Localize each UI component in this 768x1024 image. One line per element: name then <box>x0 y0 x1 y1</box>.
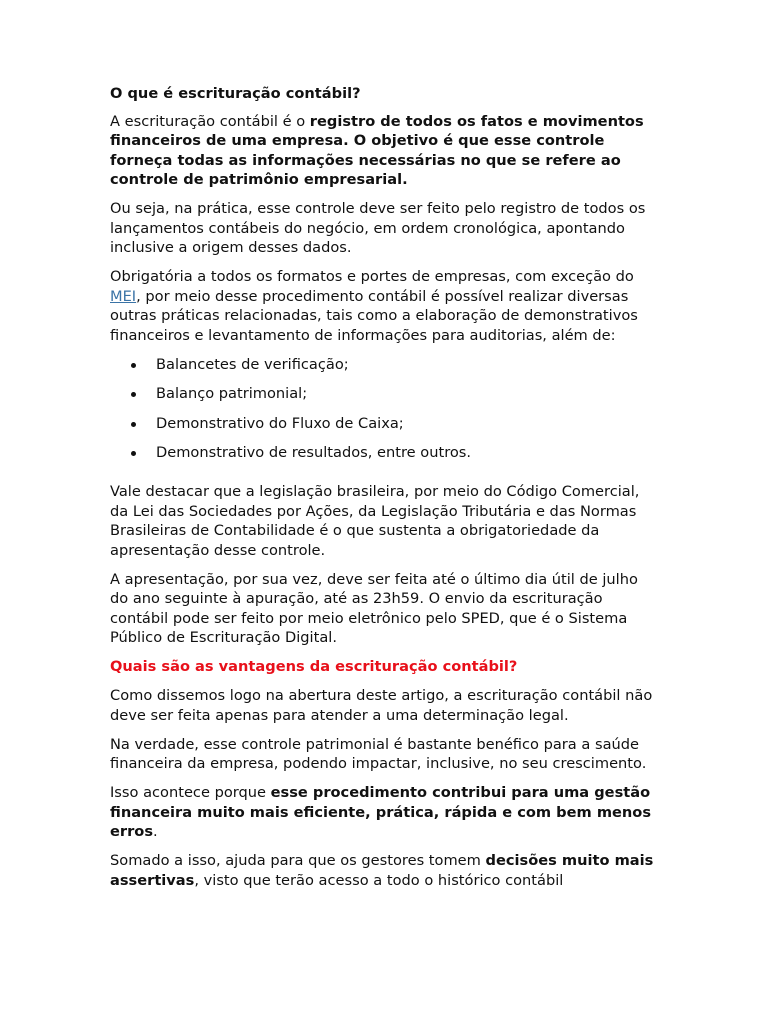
list-item <box>110 443 660 473</box>
paragraph-text: , visto que terão acesso a todo o histórico contábil <box>194 871 564 889</box>
list-item-text: Demonstrativo do Fluxo de Caixa; <box>156 414 404 432</box>
paragraph-deadline: A apresentação, por sua vez, deve ser feita até o último dia útil de julho do ano seguinte à apuração, até as 23h59. O envio da escrituração contábil pode ser feito por meio eletrônico pelo SPED, que é o Sistema Público de Escrituração Digital. <box>110 570 638 646</box>
bullet-icon <box>131 392 136 397</box>
list-item <box>110 414 660 444</box>
document-page <box>110 84 660 900</box>
list-item-text: Balancetes de verificação; <box>156 355 349 373</box>
paragraph-bold-text: registro de todos os fatos e movimentos financeiros de uma empresa. O objetivo é que esse controle forneça todas as informações necessárias no que se refere ao controle de patrimônio empresarial. <box>110 112 644 188</box>
section-heading-what-is: O que é escrituração contábil? <box>110 85 361 102</box>
paragraph-text: A escrituração contábil é o <box>110 112 310 130</box>
paragraph-text: Somado a isso, ajuda para que os gestores tomem <box>110 852 486 869</box>
paragraph-definition <box>110 112 660 190</box>
bullet-icon <box>131 422 136 427</box>
paragraph-bold-text: decisões muito mais assertivas <box>110 852 654 889</box>
bullet-list <box>110 355 660 473</box>
paragraph-efficiency <box>110 783 660 842</box>
mei-link[interactable]: MEI <box>110 287 137 305</box>
list-item <box>110 355 660 385</box>
paragraph-decisions <box>110 851 660 890</box>
bullet-icon <box>131 451 136 456</box>
paragraph-opening: Como dissemos logo na abertura deste artigo, a escrituração contábil não deve ser feita apenas para atender a uma determinação legal. <box>110 687 653 724</box>
list-item <box>110 384 660 414</box>
paragraph-text: , por meio desse procedimento contábil é possível realizar diversas outras práticas relacionadas, tais como a elaboração de demonstrativos financeiros e levantamento de informações para auditorias, além de: <box>110 287 638 344</box>
paragraph-benefit: Na verdade, esse controle patrimonial é bastante benéfico para a saúde financeira da empresa, podendo impactar, inclusive, no seu crescimento. <box>110 735 647 772</box>
section-heading-advantages: Quais são as vantagens da escrituração contábil? <box>110 658 518 675</box>
list-item-text: Balanço patrimonial; <box>156 385 308 402</box>
paragraph-mandatory <box>110 267 660 345</box>
paragraph-text: Obrigatória a todos os formatos e portes de empresas, com exceção do <box>110 268 634 285</box>
paragraph-bold-text: esse procedimento contribui para uma gestão financeira muito mais eficiente, prática, rápida e com bem menos erros <box>110 784 652 840</box>
bullet-icon <box>131 363 136 368</box>
paragraph-in-practice: Ou seja, na prática, esse controle deve ser feito pelo registro de todos os lançamentos contábeis do negócio, em ordem cronológica, apontando inclusive a origem desses dados. <box>110 200 646 256</box>
paragraph-text: Isso acontece porque <box>110 784 271 801</box>
list-item-text: Demonstrativo de resultados, entre outros. <box>156 444 472 461</box>
paragraph-legislation: Vale destacar que a legislação brasileira, por meio do Código Comercial, da Lei das Sociedades por Ações, da Legislação Tributária e das Normas Brasileiras de Contabilidade é o que sustenta a obrigatoriedade da apresentação desse controle. <box>110 483 640 559</box>
paragraph-text: . <box>153 823 158 840</box>
